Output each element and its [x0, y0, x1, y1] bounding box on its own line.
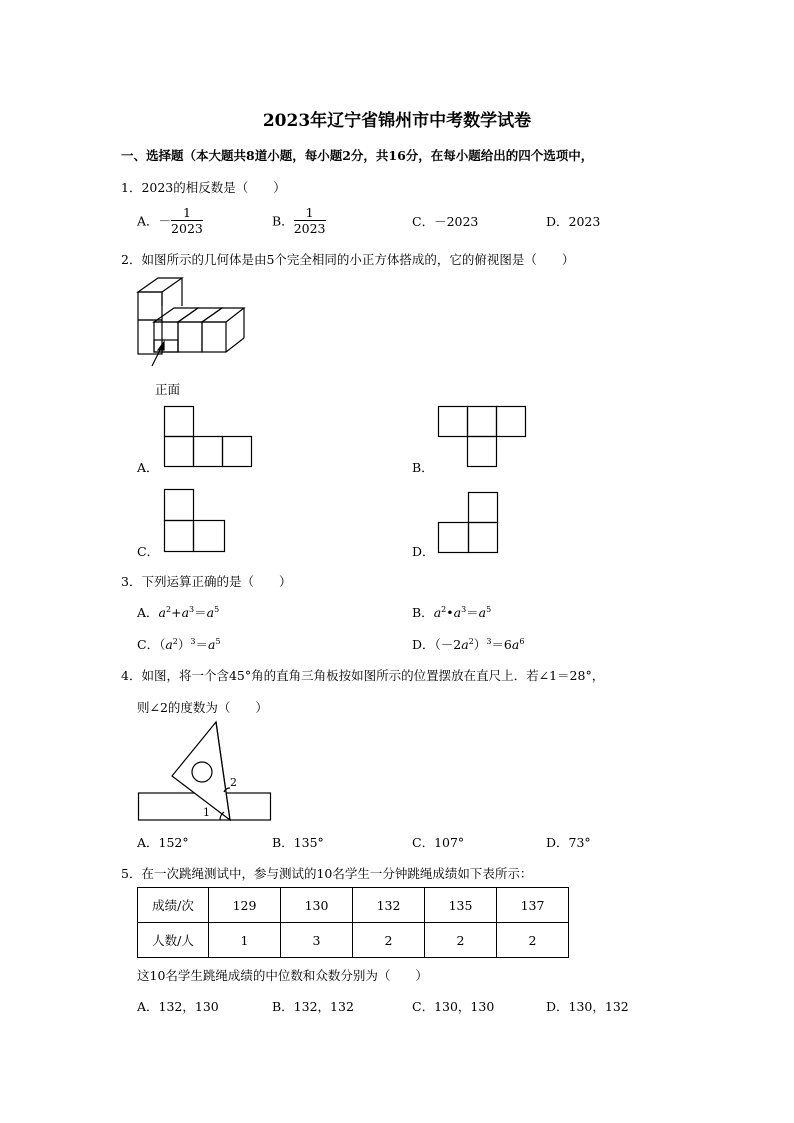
paren: ） [177, 637, 191, 652]
square [194, 437, 223, 467]
table-cell: 3 [281, 923, 353, 958]
exponent: 2 [165, 604, 172, 614]
table-cell: 130 [281, 888, 353, 923]
question-4-stem-cont: 则∠2的度数为（ ） [137, 700, 268, 715]
page-title: 2023年辽宁省锦州市中考数学试卷 [262, 111, 532, 131]
cube-top-face [202, 308, 244, 322]
score-table [137, 887, 569, 958]
table-row [138, 923, 569, 958]
question-2-stem: 2．如图所示的几何体是由5个完全相同的小正方体搭成的，它的俯视图是（ ） [121, 252, 575, 267]
cube-front-upper [138, 292, 162, 320]
square [468, 407, 497, 437]
denominator: 2023 [293, 221, 326, 236]
square [194, 521, 225, 552]
table-cell: 人数/人 [138, 923, 209, 958]
question-1-stem: 1．2023的相反数是（ ） [121, 180, 286, 195]
cube-top-face [178, 308, 222, 322]
fraction [171, 205, 203, 236]
operator: • [446, 605, 454, 620]
option-label: A． [137, 213, 159, 229]
variable: a [453, 605, 462, 620]
table-cell: 129 [209, 888, 281, 923]
question-5-stem-cont: 这10名学生跳绳成绩的中位数和众数分别为（ ） [137, 968, 428, 983]
q2-option-b-label: B． [412, 460, 434, 475]
square [165, 490, 194, 521]
exponent: 3 [190, 636, 196, 646]
exponent: 5 [486, 604, 492, 614]
operator: ＝ [491, 637, 504, 652]
option-label: B． [412, 605, 434, 620]
variable: a [206, 605, 215, 620]
q2-option-c-label: C． [137, 544, 160, 559]
q2-option-a-label: A． [137, 460, 159, 475]
table-cell: 137 [497, 888, 569, 923]
square [439, 523, 469, 553]
q4-option-a: A．152° [137, 835, 189, 850]
set-square [172, 722, 230, 820]
exponent: 5 [215, 636, 221, 646]
q3-option-b [412, 603, 491, 621]
operator: ＝ [195, 637, 209, 652]
question-4-stem: 4．如图，将一个含45°角的直角三角板按如图所示的位置摆放在直尺上．若∠1＝28°， [121, 668, 605, 683]
operator: ＝ [194, 605, 207, 620]
exponent: 3 [486, 636, 492, 646]
exponent: 2 [441, 604, 447, 614]
q4-option-b: B．135° [272, 835, 324, 850]
q1-option-d: D．2023 [546, 214, 601, 229]
cube-edge [226, 338, 244, 352]
variable: a [165, 637, 173, 652]
cube-front-face [154, 322, 178, 352]
paren: （ [159, 637, 166, 652]
q2-option-d-figure [438, 492, 502, 554]
table-cell: 2 [353, 923, 425, 958]
table-cell: 135 [425, 888, 497, 923]
q3-option-d [412, 635, 524, 653]
arrow-head-icon [158, 342, 164, 350]
cube-solid-figure [130, 270, 250, 360]
section-heading: 一、选择题（本大题共8道小题，每小题2分，共16分，在每小题给出的四个选项中， [121, 148, 594, 163]
variable: a [208, 637, 216, 652]
variable: a [511, 637, 520, 652]
square [165, 521, 194, 552]
variable: a [181, 605, 190, 620]
numerator: 1 [294, 205, 326, 221]
cube-top-face [138, 278, 182, 292]
question-3-stem: 3．下列运算正确的是（ ） [121, 574, 292, 589]
table-cell: 1 [209, 923, 281, 958]
operator: ＝ [466, 605, 479, 620]
table-cell: 132 [353, 888, 425, 923]
minus-sign: － [158, 213, 172, 229]
variable: a [433, 605, 442, 620]
table-cell: 2 [425, 923, 497, 958]
square [469, 493, 498, 523]
variable: a [461, 637, 469, 652]
square [497, 407, 526, 437]
q2-option-b-figure [438, 406, 530, 468]
denominator: 2023 [171, 221, 203, 236]
q1-option-a [137, 205, 203, 236]
cube-front-face [178, 322, 202, 352]
table-cell: 成绩/次 [138, 888, 209, 923]
fraction [294, 205, 326, 236]
option-label: A． [137, 605, 159, 620]
angle-1-label: 1 [203, 806, 210, 819]
square [469, 523, 498, 553]
square [439, 407, 468, 437]
q1-option-c: C．－2023 [412, 214, 479, 229]
q2-option-d-label: D． [412, 544, 435, 559]
q5-option-a: A．132，130 [137, 999, 219, 1014]
q5-option-b: B．132，132 [272, 999, 354, 1014]
coefficient: －2 [440, 637, 462, 652]
exponent: 5 [214, 604, 220, 614]
exponent: 6 [519, 636, 525, 646]
square [468, 437, 497, 467]
square [223, 437, 252, 467]
table-row [138, 888, 569, 923]
q3-option-a [137, 603, 219, 621]
table-cell: 2 [497, 923, 569, 958]
q2-option-c-figure [164, 489, 228, 553]
paren: ） [473, 637, 487, 652]
q5-option-d: D．130，132 [546, 999, 629, 1014]
variable: a [478, 605, 487, 620]
front-label: 正面 [155, 382, 181, 397]
exponent: 2 [172, 636, 178, 646]
question-5-stem: 5．在一次跳绳测试中，参与测试的10名学生一分钟跳绳成绩如下表所示： [121, 866, 533, 881]
q4-option-c: C．107° [412, 835, 465, 850]
square [165, 437, 194, 467]
exponent: 3 [189, 604, 195, 614]
square [165, 407, 194, 437]
q4-option-d: D．73° [546, 835, 591, 850]
paren: （ [434, 637, 441, 652]
q5-option-c: C．130，130 [412, 999, 495, 1014]
operator: + [171, 605, 182, 620]
numerator: 1 [171, 205, 203, 221]
cube-front-face [202, 322, 226, 352]
angle-2-label: 2 [230, 776, 237, 789]
option-label: B． [272, 213, 294, 229]
variable: a [158, 605, 166, 620]
option-label: C． [137, 637, 160, 652]
q3-option-c [137, 635, 221, 653]
exponent: 3 [461, 604, 467, 614]
exponent: 2 [468, 636, 474, 646]
option-label: D． [412, 637, 435, 652]
coefficient: 6 [503, 637, 512, 652]
q2-option-a-figure [164, 406, 256, 468]
q1-option-b [272, 205, 326, 236]
